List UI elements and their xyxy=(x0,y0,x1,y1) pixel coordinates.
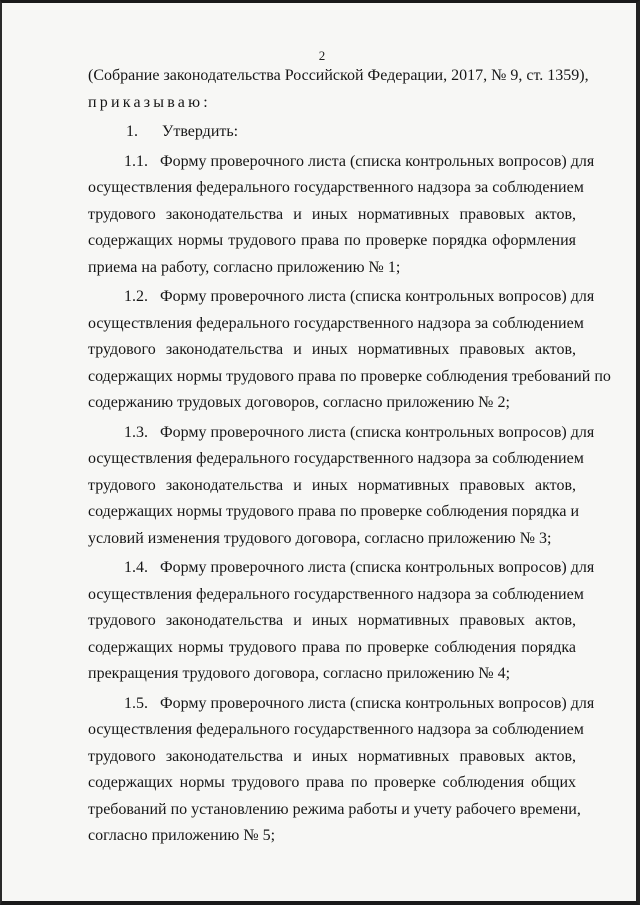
subitem-text: Форму проверочного листа (списка контрольных вопросов) для xyxy=(160,559,595,576)
item-text: Утвердить: xyxy=(162,123,239,140)
paragraph-line: приема на работу, согласно приложению № 1; xyxy=(88,258,401,276)
subitem-number: 1.1. xyxy=(124,152,148,170)
paragraph-line: содержащих нормы трудового права по проверке соблюдения порядка и xyxy=(88,503,580,520)
paragraph-line: трудового законодательства и иных нормативных правовых актов, xyxy=(88,747,576,765)
item-1 xyxy=(88,119,576,146)
paragraph-line: содержащих нормы трудового права по проверке порядка оформления xyxy=(88,232,576,249)
paragraph-line: осуществления федерального государственного надзора за соблюдением xyxy=(88,721,584,738)
subitem-number: 1.2. xyxy=(124,288,148,305)
paragraph-line xyxy=(88,420,595,447)
paragraph-line: содержащих нормы трудового права по проверке соблюдения порядка xyxy=(88,638,576,656)
paragraph-line: условий изменения трудового договора, согласно приложению № 3; xyxy=(88,529,552,547)
subitems-list xyxy=(88,149,611,850)
paragraph-line: требований по установлению режима работы и учету рабочего времени, xyxy=(88,800,581,818)
paragraph-line: осуществления федерального государственного надзора за соблюдением xyxy=(88,179,584,196)
paragraph-line xyxy=(88,555,595,582)
subitem-paragraph xyxy=(88,284,611,417)
subitem-paragraph xyxy=(88,149,595,282)
subitem-number: 1.3. xyxy=(124,423,148,441)
subitem-number: 1.4. xyxy=(124,559,148,576)
subitem-paragraph xyxy=(88,420,595,553)
subitem-text: Форму проверочного листа (списка контрольных вопросов) для xyxy=(160,423,595,441)
paragraph-line: согласно приложению № 5; xyxy=(88,827,276,844)
subitem-text: Форму проверочного листа (списка контрольных вопросов) для xyxy=(160,694,595,712)
subitem-number: 1.5. xyxy=(124,694,148,712)
paragraph-line: трудового законодательства и иных нормативных правовых актов, xyxy=(88,205,576,223)
document-body xyxy=(88,63,611,850)
paragraph-line: трудового законодательства и иных нормативных правовых актов, xyxy=(88,341,576,358)
paragraph-line: осуществления федерального государственного надзора за соблюдением xyxy=(88,450,584,467)
paragraph-line: трудового законодательства и иных нормативных правовых актов, xyxy=(88,476,576,494)
item-number: 1. xyxy=(126,123,138,140)
subitem-text: Форму проверочного листа (списка контрольных вопросов) для xyxy=(160,288,595,305)
page-number: 2 xyxy=(318,48,326,63)
paragraph-line xyxy=(88,691,595,718)
paragraph-line: содержащих нормы трудового права по проверке соблюдения общих xyxy=(88,774,576,791)
paragraph-line: осуществления федерального государственного надзора за соблюдением xyxy=(88,585,584,603)
paragraph-line xyxy=(88,149,595,176)
paragraph-line: трудового законодательства и иных нормативных правовых актов, xyxy=(88,612,576,629)
order-word: приказываю: xyxy=(88,93,211,111)
paragraph-line: осуществления федерального государственного надзора за соблюдением xyxy=(88,314,584,332)
paragraph-line: содержащих нормы трудового права по проверке соблюдения требований по xyxy=(88,367,611,385)
paragraph-line: прекращения трудового договора, согласно приложению № 4; xyxy=(88,665,511,682)
intro-line: (Собрание законодательства Российской Федерации, 2017, № 9, ст. 1359), xyxy=(88,67,589,84)
subitem-paragraph xyxy=(88,691,595,850)
paragraph-line xyxy=(88,284,595,311)
paragraph-line: содержанию трудовых договоров, согласно приложению № 2; xyxy=(88,394,510,411)
subitem-text: Форму проверочного листа (списка контрольных вопросов) для xyxy=(160,152,595,170)
subitem-paragraph xyxy=(88,555,595,688)
